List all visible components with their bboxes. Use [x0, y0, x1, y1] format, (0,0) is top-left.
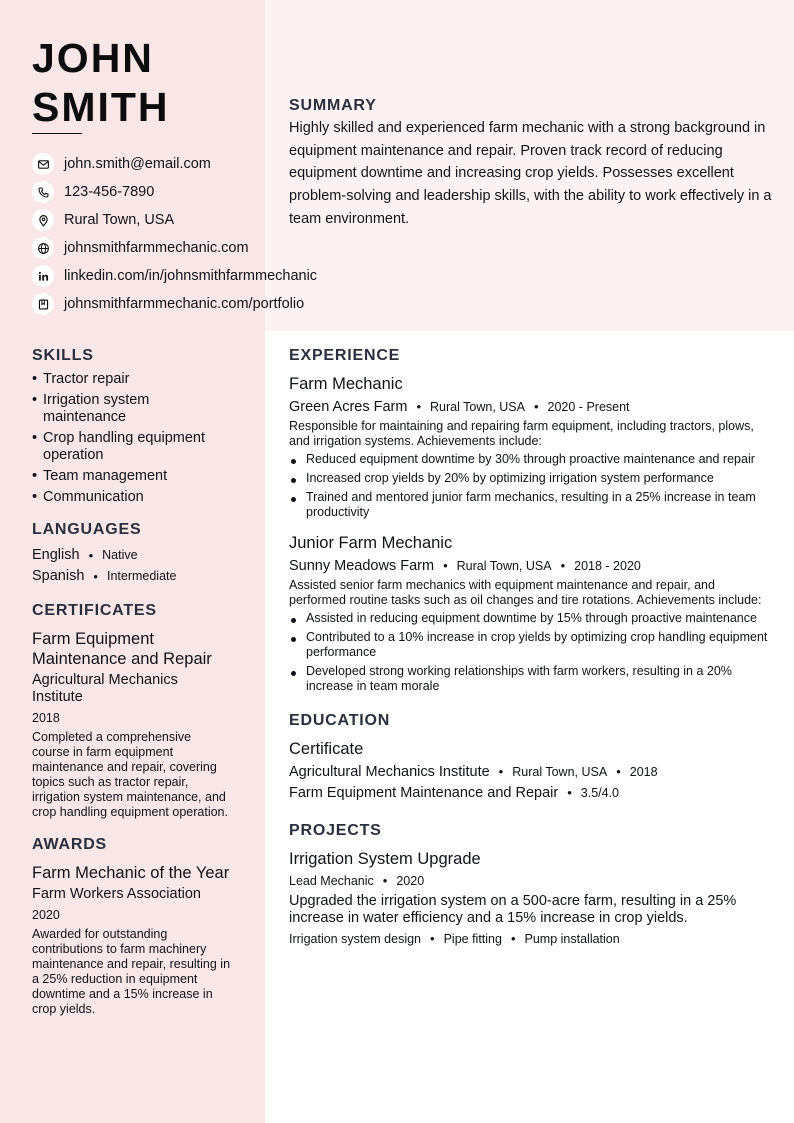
contact-phone — [32, 178, 317, 206]
contact-website — [32, 234, 317, 262]
achievement-item: Reduced equipment downtime by 30% through proactive maintenance and repair — [289, 452, 775, 467]
location-text: Rural Town, USA — [64, 212, 175, 228]
separator-dot: • — [560, 558, 566, 573]
experience-heading: EXPERIENCE — [289, 347, 401, 364]
separator-dot: • — [93, 569, 98, 584]
certificate-year: 2018 — [32, 711, 60, 725]
job-dates: 2018 - 2020 — [574, 559, 641, 573]
linkedin-text[interactable]: linkedin.com/in/johnsmithfarmmechanic — [64, 268, 318, 284]
education-location: Rural Town, USA — [512, 765, 608, 779]
awards-heading: AWARDS — [32, 836, 108, 853]
phone-icon — [32, 181, 54, 203]
portfolio-text[interactable]: johnsmithfarmmechanic.com/portfolio — [64, 296, 305, 312]
job-entry — [289, 374, 775, 520]
summary-section — [289, 97, 775, 231]
globe-icon — [32, 237, 54, 259]
languages-heading: LANGUAGES — [32, 521, 142, 538]
job-description: Responsible for maintaining and repairing farm equipment, including tractors, plows, and irrigation systems. Achievements include: — [289, 419, 754, 448]
education-year: 2018 — [629, 765, 658, 779]
certificates-heading: CERTIFICATES — [32, 602, 157, 619]
job-meta — [289, 397, 775, 417]
achievement-item: Contributed to a 10% increase in crop yields by optimizing crop handling equipment performance — [289, 630, 775, 660]
contact-email — [32, 150, 317, 178]
education-school: Agricultural Mechanics Institute — [289, 764, 490, 780]
project-description: Upgraded the irrigation system on a 500-acre farm, resulting in a 25% increase in water efficiency and a 15% increase in crop yields. — [289, 893, 737, 926]
award-issuer: Farm Workers Association — [32, 886, 201, 902]
language-row — [32, 545, 232, 566]
certificate-description: Completed a comprehensive course in farm equipment maintenance and repair, covering topics such as tractor repair, irrigation system maintenance, and crop handling equipment operation. — [32, 730, 228, 819]
candidate-name — [32, 34, 170, 132]
project-tags — [289, 930, 775, 948]
job-company: Sunny Meadows Farm — [289, 558, 435, 574]
separator-dot: • — [533, 399, 539, 414]
location-pin-icon — [32, 209, 54, 231]
email-text[interactable]: john.smith@email.com — [64, 156, 211, 172]
language-level: Intermediate — [106, 569, 177, 583]
achievement-item: Trained and mentored junior farm mechanics, resulting in a 25% increase in team productivity — [289, 490, 775, 520]
job-description: Assisted senior farm mechanics with equipment maintenance and repair, and performed routine tasks such as oil changes and tire rotations. Achievements include: — [289, 578, 762, 607]
separator-dot: • — [567, 785, 572, 800]
education-meta — [289, 762, 775, 782]
language-name: Spanish — [32, 568, 85, 584]
separator-dot: • — [616, 764, 621, 779]
skills-section — [32, 347, 232, 506]
separator-dot: • — [510, 931, 516, 946]
separator-dot: • — [443, 558, 448, 573]
achievement-item: Increased crop yields by 20% by optimizing irrigation system performance — [289, 471, 775, 486]
job-meta — [289, 556, 775, 576]
job-location: Rural Town, USA — [456, 559, 552, 573]
main-column — [289, 347, 775, 948]
job-achievements — [289, 452, 775, 520]
skill-item: • Crop handling equipment operation — [32, 430, 232, 464]
project-year: 2020 — [396, 874, 425, 888]
skills-heading: SKILLS — [32, 347, 94, 364]
projects-heading: PROJECTS — [289, 822, 382, 839]
skills-list — [32, 371, 232, 506]
separator-dot: • — [416, 399, 422, 414]
project-name: Irrigation System Upgrade — [289, 850, 481, 868]
job-entry — [289, 533, 775, 694]
project-tag: Pipe fitting — [443, 932, 502, 946]
education-field-row — [289, 783, 775, 803]
separator-dot: • — [382, 873, 388, 888]
project-role: Lead Mechanic — [289, 874, 374, 888]
award-name: Farm Mechanic of the Year — [32, 864, 230, 882]
sidebar — [32, 347, 232, 1017]
award-year: 2020 — [32, 908, 60, 922]
education-section — [289, 712, 775, 803]
languages-section — [32, 521, 232, 587]
certificates-section — [32, 602, 232, 820]
summary-text: Highly skilled and experienced farm mechanic with a strong background in equipment maintenance and repair. Proven track record of reducing equipment downtime and increasing crop yields. Possesses excellent problem-solving and leadership skills, with the ability to work effectively in a team environment. — [289, 120, 772, 227]
separator-dot: • — [88, 548, 94, 563]
linkedin-icon — [32, 265, 54, 287]
name-underline — [32, 133, 82, 134]
language-row — [32, 566, 232, 587]
experience-section — [289, 347, 775, 694]
projects-section — [289, 822, 775, 948]
skill-item: • Team management — [32, 468, 232, 485]
project-tag: Irrigation system design — [289, 932, 422, 946]
summary-heading: SUMMARY — [289, 97, 377, 114]
certificate-name: Farm Equipment Maintenance and Repair — [32, 630, 212, 668]
website-text[interactable]: johnsmithfarmmechanic.com — [64, 240, 249, 256]
email-icon — [32, 153, 54, 175]
skill-item: • Communication — [32, 489, 232, 506]
achievement-item: Developed strong working relationships with farm workers, resulting in a 20% increase in team morale — [289, 664, 775, 694]
contact-list — [32, 150, 317, 318]
contact-portfolio — [32, 290, 317, 318]
education-degree: Certificate — [289, 740, 364, 758]
phone-text[interactable]: 123-456-7890 — [64, 184, 155, 200]
contact-linkedin — [32, 262, 317, 290]
job-company: Green Acres Farm — [289, 399, 408, 415]
award-description: Awarded for outstanding contributions to farm machinery maintenance and repair, resulting in a 25% reduction in equipment downtime and a 15% increase in crop yields. — [32, 927, 231, 1016]
education-heading: EDUCATION — [289, 712, 391, 729]
certificate-issuer: Agricultural Mechanics Institute — [32, 672, 178, 705]
education-field: Farm Equipment Maintenance and Repair — [289, 785, 559, 801]
contact-location — [32, 206, 317, 234]
job-dates: 2020 - Present — [547, 400, 630, 414]
awards-section — [32, 836, 232, 1017]
first-name: JOHN — [32, 35, 154, 81]
education-gpa: 3.5/4.0 — [580, 786, 619, 800]
separator-dot: • — [498, 764, 504, 779]
job-role: Farm Mechanic — [289, 375, 403, 393]
language-level: Native — [102, 548, 138, 562]
job-role: Junior Farm Mechanic — [289, 534, 453, 552]
achievement-item: Assisted in reducing equipment downtime by 15% through proactive maintenance — [289, 611, 775, 626]
separator-dot: • — [430, 931, 435, 946]
job-location: Rural Town, USA — [430, 400, 525, 414]
portfolio-icon — [32, 293, 54, 315]
project-tag: Pump installation — [524, 932, 620, 946]
language-name: English — [32, 547, 80, 563]
project-meta — [289, 872, 775, 890]
last-name: SMITH — [32, 84, 170, 130]
job-achievements — [289, 611, 775, 694]
skill-item: • Tractor repair — [32, 371, 232, 388]
skill-item: • Irrigation system maintenance — [32, 392, 232, 426]
